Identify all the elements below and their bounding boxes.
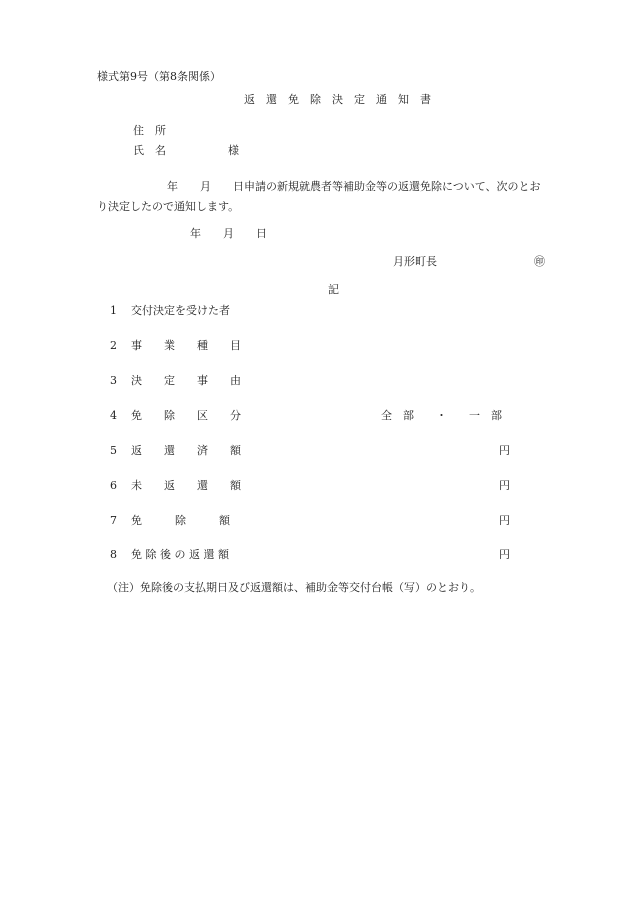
- item-1-label: 交付決定を受けた者: [131, 304, 230, 317]
- item-2-label: 事 業 種 目: [131, 339, 241, 352]
- date-line: 年 月 日: [190, 227, 267, 240]
- item-4-number: 4: [110, 409, 117, 422]
- ki-heading: 記: [328, 283, 339, 296]
- item-3-label: 決 定 事 由: [131, 374, 241, 387]
- footnote: （注）免除後の支払期日及び返還額は、補助金等交付台帳（写）のとおり。: [107, 581, 481, 594]
- item-6-number: 6: [110, 479, 117, 492]
- item-5-number: 5: [110, 444, 117, 457]
- item-7-number: 7: [110, 514, 117, 527]
- body-line-1: 年 月 日申請の新規就農者等補助金等の返還免除について、次のとお: [167, 180, 541, 193]
- item-8-yen: 円: [499, 548, 510, 561]
- item-8-label: 免 除 後 の 返 還 額: [131, 548, 229, 561]
- item-4-label: 免 除 区 分: [131, 409, 241, 422]
- name-label: 氏 名: [133, 144, 166, 157]
- seal-mark: ㊞: [534, 255, 545, 268]
- item-5-yen: 円: [499, 444, 510, 457]
- sama-honorific: 様: [228, 144, 239, 157]
- item-3-number: 3: [110, 374, 117, 387]
- item-2-number: 2: [110, 339, 117, 352]
- item-1-number: 1: [110, 304, 117, 317]
- body-line-2: り決定したので通知します。: [97, 200, 240, 213]
- item-4-value: 全 部 ・ 一 部: [381, 409, 502, 422]
- item-7-yen: 円: [499, 514, 510, 527]
- address-label: 住 所: [133, 124, 166, 137]
- form-number: 様式第9号（第8条関係）: [97, 70, 221, 83]
- issuer: 月形町長: [393, 255, 437, 268]
- document-title: 返 還 免 除 決 定 通 知 書: [244, 93, 431, 106]
- item-6-label: 未 返 還 額: [131, 479, 241, 492]
- item-8-number: 8: [110, 548, 117, 561]
- item-7-label: 免 除 額: [131, 514, 230, 527]
- item-5-label: 返 還 済 額: [131, 444, 241, 457]
- item-6-yen: 円: [499, 479, 510, 492]
